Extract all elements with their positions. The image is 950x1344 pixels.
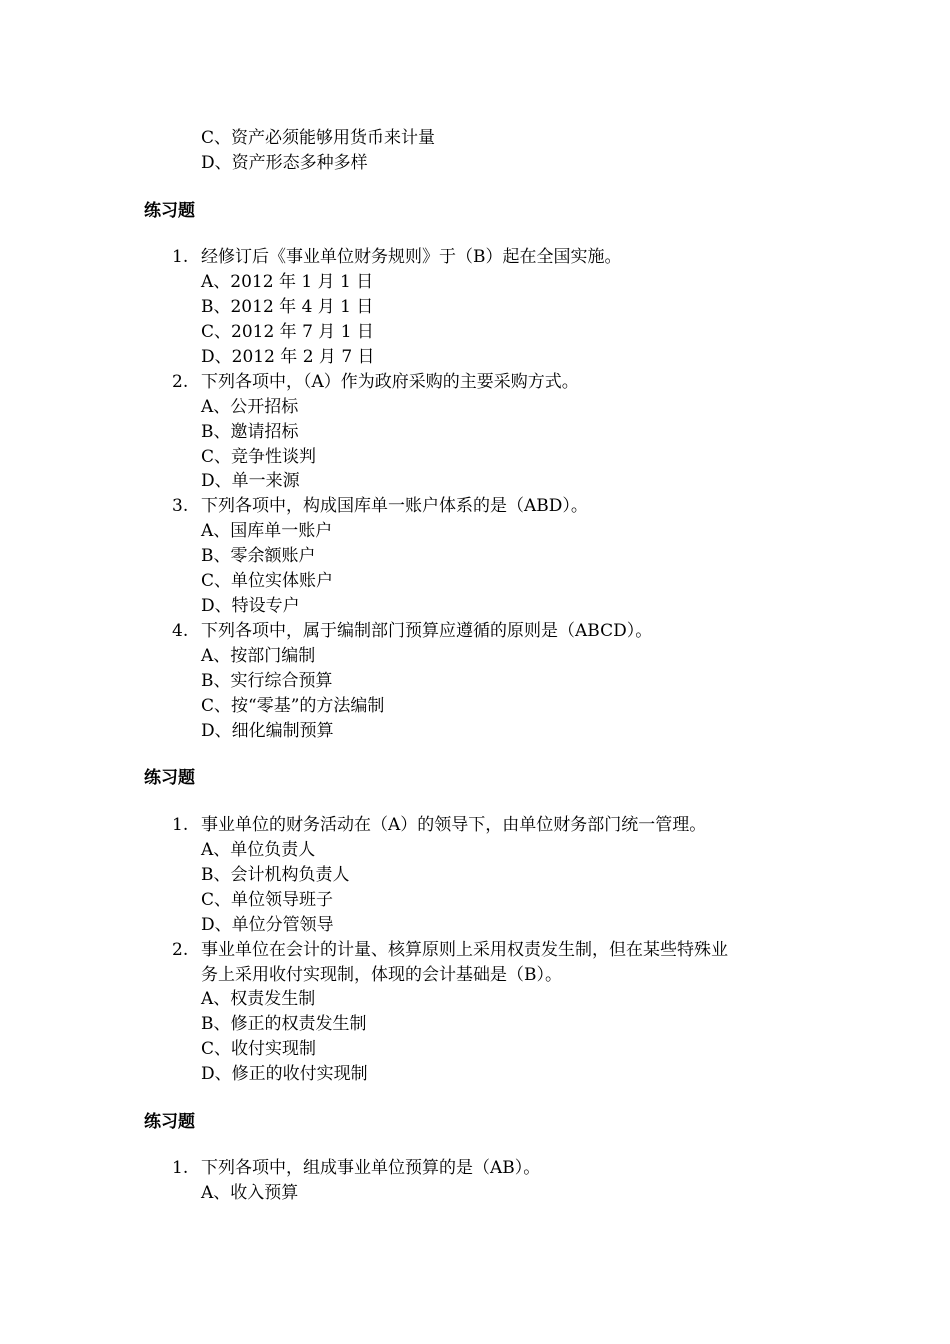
question-text: 事业单位的财务活动在（A）的领导下，由单位财务部门统一管理。 xyxy=(201,815,707,835)
option-line: B、修正的权责发生制 xyxy=(201,1014,367,1034)
option-line: B、2012 年 4 月 1 日 xyxy=(201,297,374,317)
question-text: 事业单位在会计的计量、核算原则上采用权责发生制，但在某些特殊业 xyxy=(201,940,728,960)
option-line: B、实行综合预算 xyxy=(201,671,333,691)
option-line: D、特设专户 xyxy=(201,596,300,616)
question-text-continued: 务上采用收付实现制，体现的会计基础是（B）。 xyxy=(201,965,562,985)
option-line: B、会计机构负责人 xyxy=(201,865,350,885)
option-line: B、零余额账户 xyxy=(201,546,316,566)
option-line: C、单位实体账户 xyxy=(201,571,334,591)
option-line: A、公开招标 xyxy=(201,397,299,417)
option-line: C、竞争性谈判 xyxy=(201,447,317,467)
option-line: A、国库单一账户 xyxy=(201,521,333,541)
section-heading: 练习题 xyxy=(144,1112,195,1132)
question-text: 下列各项中，组成事业单位预算的是（AB）。 xyxy=(201,1158,541,1178)
question-number: 1. xyxy=(172,1158,189,1178)
section-heading: 练习题 xyxy=(144,768,195,788)
section-heading: 练习题 xyxy=(144,201,195,221)
option-line: D、单位分管领导 xyxy=(201,915,334,935)
option-line: C、单位领导班子 xyxy=(201,890,334,910)
question-number: 1. xyxy=(172,247,189,267)
option-line: D、修正的收付实现制 xyxy=(201,1064,368,1084)
question-number: 1. xyxy=(172,815,189,835)
question-text: 下列各项中，属于编制部门预算应遵循的原则是（ABCD）。 xyxy=(201,621,653,641)
option-line: A、按部门编制 xyxy=(201,646,316,666)
question-number: 4. xyxy=(172,621,189,641)
option-line: B、邀请招标 xyxy=(201,422,299,442)
option-line: C、收付实现制 xyxy=(201,1039,317,1059)
option-line: D、2012 年 2 月 7 日 xyxy=(201,347,375,367)
option-line: A、单位负责人 xyxy=(201,840,316,860)
question-text: 下列各项中，构成国库单一账户体系的是（ABD）。 xyxy=(201,496,588,516)
option-line: D、细化编制预算 xyxy=(201,721,334,741)
option-line: C、按“零基”的方法编制 xyxy=(201,696,385,716)
option-line: A、收入预算 xyxy=(201,1183,299,1203)
option-line: A、2012 年 1 月 1 日 xyxy=(201,272,374,292)
question-text: 经修订后《事业单位财务规则》于（B）起在全国实施。 xyxy=(201,247,622,267)
option-line: C、2012 年 7 月 1 日 xyxy=(201,322,374,342)
option-line: A、权责发生制 xyxy=(201,989,316,1009)
question-number: 2. xyxy=(172,940,189,960)
question-number: 3. xyxy=(172,496,189,516)
option-line: D、单一来源 xyxy=(201,471,300,491)
option-line: C、资产必须能够用货币来计量 xyxy=(201,128,436,148)
question-number: 2. xyxy=(172,372,189,392)
option-line: D、资产形态多种多样 xyxy=(201,153,368,173)
question-text: 下列各项中，（A）作为政府采购的主要采购方式。 xyxy=(201,372,579,392)
